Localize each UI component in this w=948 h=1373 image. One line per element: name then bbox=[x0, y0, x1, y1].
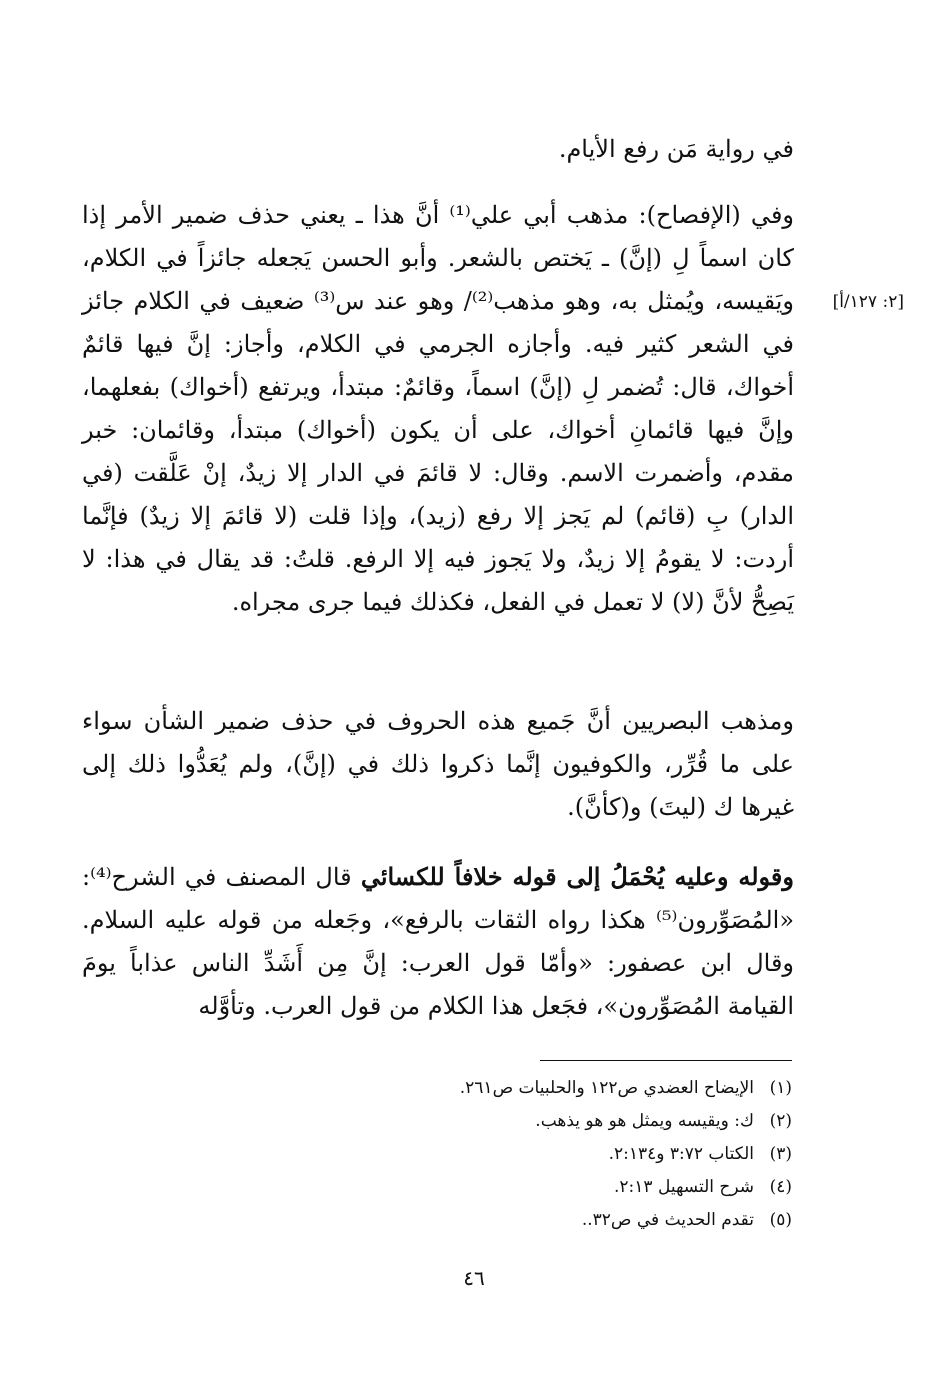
footnote-3 bbox=[300, 1138, 792, 1171]
paragraph-1-text: في رواية مَن رفع الأيام. bbox=[558, 135, 794, 163]
footnote-1 bbox=[300, 1072, 792, 1105]
footnote-number: (٤) bbox=[769, 1177, 792, 1197]
footnote-number: (٢) bbox=[769, 1111, 792, 1131]
footnote-text: الإيضاح العضدي ص١٢٢ والحلبيات ص٢٦١. bbox=[459, 1078, 754, 1098]
paragraph-4-commentary: قال المصنف في الشرح⁽⁴⁾: «المُصَوِّرون⁽⁵⁾ هكذا رواه الثقات بالرفع»، وجَعله من قوله عليه السلام. وقال ابن عصفور: «وأمّا قول العرب: إنَّ مِن أَشَدِّ الناس عذاباً يومَ القيامة المُصَوِّرون»، فجَعل هذا الكلام من قول العرب. وتأوَّله bbox=[82, 863, 795, 1020]
footnote-text: تقدم الحديث في ص٣٢.. bbox=[581, 1210, 754, 1230]
footnote-number: (١) bbox=[769, 1078, 792, 1098]
footnote-text: الكتاب ٣:٧٢ و٢:١٣٤. bbox=[608, 1144, 754, 1164]
margin-manuscript-reference: [٢: ١٢٧/أ] bbox=[832, 292, 904, 312]
footnote-separator bbox=[540, 1060, 792, 1061]
paragraph-3-text: ومذهب البصريين أنَّ جَميع هذه الحروف في حذف ضمير الشأن سواء على ما قُرِّر، والكوفيون إنَّما ذكروا ذلك في (إنَّ)، ولم يُعَدُّوا ذلك إلى غيرها ك (ليتَ) و(كأنَّ). bbox=[82, 707, 794, 821]
paragraph-3 bbox=[82, 700, 794, 829]
paragraph-4-text bbox=[82, 855, 794, 1028]
footnote-text: ك: ويقيسه ويمثل هو هو يذهب. bbox=[535, 1111, 754, 1131]
footnote-4 bbox=[300, 1171, 792, 1204]
paragraph-1 bbox=[82, 128, 794, 171]
footnote-2 bbox=[300, 1105, 792, 1138]
page-number: ٤٦ bbox=[463, 1266, 485, 1290]
footnote-number: (٣) bbox=[769, 1144, 792, 1164]
footnotes bbox=[300, 1072, 792, 1237]
paragraph-4-lemma: وقوله وعليه يُحْمَلُ إلى قوله خلافاً للكسائي bbox=[360, 862, 794, 891]
paragraph-4 bbox=[82, 855, 794, 1028]
paragraph-2-text: وفي (الإفصاح): مذهب أبي علي⁽¹⁾ أنَّ هذا ـ يعني حذف ضمير الأمر إذا كان اسماً لِ (إنَّ) ـ يَختص بالشعر. وأبو الحسن يَجعله جائزاً في الكلام، ويَقيسه، ويُمثل به، وهو مذهب⁽²⁾/ وهو عند س⁽³⁾ ضعيف في الكلام جائز في الشعر كثير فيه. وأجازه الجرمي في الكلام، وأجاز: إنَّ فيها قائمٌ أخواك، قال: تُضمر لِ (إنَّ) اسماً، وقائمٌ: مبتدأ، ويرتفع (أخواك) بفعلهما، وإنَّ فيها قائمانِ أخواك، على أن يكون (أخواك) مبتدأ، وقائمان: خبر مقدم، وأضمرت الاسم. وقال: لا قائمَ في الدار إلا زيدٌ، إنْ عَلَّقت (في الدار) بِ (قائم) لم يَجز إلا رفع (زيد)، وإذا قلت (لا قائمَ إلا زيدٌ) فإنَّما أردت: لا يقومُ إلا زيدٌ، ولا يَجوز فيه إلا الرفع. قلتُ: قد يقال في هذا: لا يَصِحُّ لأنَّ (لا) لا تعمل في الفعل، فكذلك فيما جرى مجراه. bbox=[82, 201, 795, 616]
footnote-5 bbox=[300, 1204, 792, 1237]
footnote-text: شرح التسهيل ٢:١٣. bbox=[614, 1177, 754, 1197]
paragraph-2 bbox=[82, 194, 794, 624]
footnote-number: (٥) bbox=[769, 1210, 792, 1230]
